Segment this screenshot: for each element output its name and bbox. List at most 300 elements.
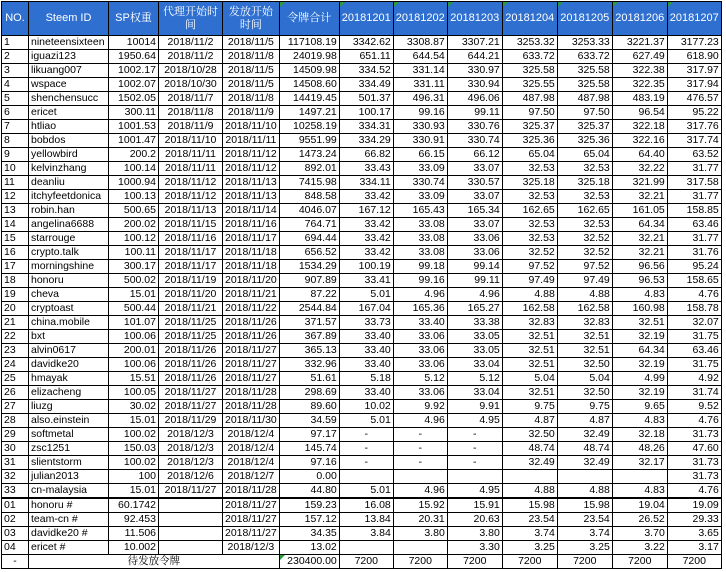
cell-daily-tokens: -	[447, 456, 502, 470]
cell-daily-tokens: 165.34	[447, 204, 502, 218]
cell-no: 27	[2, 400, 29, 414]
cell-daily-tokens: 26.52	[612, 513, 667, 527]
table-row	[2, 456, 722, 470]
cell-daily-tokens: 330.74	[393, 176, 447, 190]
cell-steem-id: iguazi123	[29, 50, 109, 64]
cell-no: 31	[2, 456, 29, 470]
col-header-date: 20181202	[393, 2, 447, 36]
cell-token-total: 848.58	[279, 190, 339, 204]
cell-token-total: 117108.19	[279, 36, 339, 50]
cell-steem-id: softmetal	[29, 428, 109, 442]
table-row	[2, 204, 722, 218]
cell-daily-tokens	[502, 470, 557, 484]
cell-daily-tokens: -	[447, 428, 502, 442]
cell-steem-id: crypto.talk	[29, 246, 109, 260]
table-row	[2, 372, 722, 386]
cell-no: 25	[2, 372, 29, 386]
cell-daily-tokens: 325.58	[502, 64, 557, 78]
cell-delegation-start: 2018/11/17	[159, 246, 223, 260]
table-row	[2, 78, 722, 92]
cell-delegation-start: 2018/11/8	[159, 106, 223, 120]
cell-daily-tokens: 32.53	[502, 162, 557, 176]
cell-daily-tokens	[339, 541, 393, 555]
cell-payout-start: 2018/11/12	[223, 148, 280, 162]
cell-daily-tokens: 627.49	[612, 50, 667, 64]
cell-daily-tokens: -	[339, 428, 393, 442]
cell-delegation-start	[159, 498, 223, 513]
cell-payout-start: 2018/11/26	[223, 316, 280, 330]
cell-sp-weight: 1950.64	[109, 50, 159, 64]
cell-daily-tokens: 31.76	[667, 246, 721, 260]
cell-sp-weight: 10.002	[109, 541, 159, 555]
cell-delegation-start: 2018/12/3	[159, 456, 223, 470]
cell-daily-tokens: 9.65	[612, 400, 667, 414]
cell-daily-tokens: 325.36	[557, 134, 612, 148]
cell-sp-weight: 300.17	[109, 260, 159, 274]
cell-payout-start: 2018/12/4	[223, 442, 280, 456]
cell-daily-tokens: 32.51	[612, 316, 667, 330]
cell-daily-tokens: 4.83	[612, 484, 667, 499]
cell-delegation-start: 2018/11/15	[159, 218, 223, 232]
cell-token-total: 145.74	[279, 442, 339, 456]
table-row	[2, 428, 722, 442]
cell-token-total: 14419.45	[279, 92, 339, 106]
cell-daily-tokens: 33.40	[339, 358, 393, 372]
cell-daily-tokens: 99.11	[447, 274, 502, 288]
cell-daily-tokens: 33.06	[393, 330, 447, 344]
table-row	[2, 484, 722, 499]
cell-daily-tokens: 32.52	[557, 246, 612, 260]
cell-daily-tokens: 4.96	[447, 288, 502, 302]
cell-payout-start: 2018/11/27	[223, 358, 280, 372]
cell-sp-weight: 100.11	[109, 246, 159, 260]
cell-daily-tokens: 33.08	[393, 232, 447, 246]
cell-daily-tokens: 95.22	[667, 106, 721, 120]
cell-sp-weight: 15.51	[109, 372, 159, 386]
cell-payout-start: 2018/11/13	[223, 190, 280, 204]
cell-daily-tokens: 496.31	[393, 92, 447, 106]
cell-daily-tokens: 317.94	[667, 78, 721, 92]
cell-daily-tokens: 9.75	[502, 400, 557, 414]
token-distribution-table	[1, 1, 722, 569]
cell-sp-weight: 500.02	[109, 274, 159, 288]
footer-row	[2, 555, 722, 569]
cell-delegation-start: 2018/11/10	[159, 134, 223, 148]
cell-daily-tokens: 33.08	[393, 218, 447, 232]
cell-daily-tokens: 3.65	[667, 527, 721, 541]
cell-token-total: 371.57	[279, 316, 339, 330]
cell-daily-tokens: 97.52	[557, 260, 612, 274]
col-header-date: 20181205	[557, 2, 612, 36]
cell-daily-tokens: 330.91	[393, 134, 447, 148]
cell-daily-tokens: 3.80	[393, 527, 447, 541]
cell-daily-tokens: -	[447, 442, 502, 456]
cell-delegation-start: 2018/11/26	[159, 372, 223, 386]
cell-no: 15	[2, 232, 29, 246]
table-row	[2, 541, 722, 555]
cell-daily-tokens: 15.92	[393, 498, 447, 513]
cell-daily-tokens: 33.40	[339, 344, 393, 358]
cell-daily-tokens: 9.52	[667, 400, 721, 414]
cell-daily-tokens: 33.05	[447, 344, 502, 358]
cell-daily-tokens: -	[393, 442, 447, 456]
cell-daily-tokens: 33.06	[393, 386, 447, 400]
cell-daily-tokens: 330.57	[447, 176, 502, 190]
cell-delegation-start: 2018/11/27	[159, 386, 223, 400]
cell-sp-weight: 100.14	[109, 162, 159, 176]
cell-daily-tokens: 32.53	[557, 162, 612, 176]
cell-token-total: 34.59	[279, 414, 339, 428]
cell-daily-tokens: 618.90	[667, 50, 721, 64]
cell-payout-start: 2018/11/27	[223, 527, 280, 541]
cell-daily-tokens: 4.88	[502, 288, 557, 302]
cell-daily-tokens: 633.72	[502, 50, 557, 64]
cell-daily-tokens: 158.65	[667, 274, 721, 288]
cell-no: 9	[2, 148, 29, 162]
cell-delegation-start: 2018/11/12	[159, 190, 223, 204]
cell-steem-id: liuzg	[29, 400, 109, 414]
cell-token-total: 14509.98	[279, 64, 339, 78]
cell-delegation-start	[159, 513, 223, 527]
cell-daily-tokens: 4.87	[502, 414, 557, 428]
cell-daily-tokens: 32.53	[502, 232, 557, 246]
cell-daily-tokens: 476.57	[667, 92, 721, 106]
cell-no: 10	[2, 162, 29, 176]
cell-daily-tokens: 32.07	[667, 316, 721, 330]
cell-daily-tokens: 5.04	[502, 372, 557, 386]
cell-daily-tokens: 64.34	[612, 218, 667, 232]
cell-daily-tokens: 32.52	[502, 246, 557, 260]
cell-daily-tokens: 165.36	[393, 302, 447, 316]
cell-token-total: 1534.29	[279, 260, 339, 274]
cell-daily-tokens	[339, 470, 393, 484]
cell-payout-start: 2018/11/5	[223, 78, 280, 92]
col-header-date: 20181204	[502, 2, 557, 36]
cell-token-total: 365.13	[279, 344, 339, 358]
footer-no: -	[2, 555, 29, 569]
cell-daily-tokens: 33.42	[339, 232, 393, 246]
cell-payout-start: 2018/11/18	[223, 246, 280, 260]
cell-payout-start: 2018/11/20	[223, 274, 280, 288]
cell-daily-tokens: 5.04	[557, 372, 612, 386]
cell-daily-tokens: 96.53	[612, 274, 667, 288]
cell-daily-tokens: 3.22	[612, 541, 667, 555]
cell-no: 03	[2, 527, 29, 541]
cell-token-total: 764.71	[279, 218, 339, 232]
cell-daily-tokens: 5.01	[339, 484, 393, 499]
cell-no: 24	[2, 358, 29, 372]
cell-daily-tokens: 100.19	[339, 260, 393, 274]
cell-daily-tokens: 5.12	[393, 372, 447, 386]
cell-sp-weight: 15.01	[109, 288, 159, 302]
cell-no: 12	[2, 190, 29, 204]
cell-daily-tokens: 63.46	[667, 344, 721, 358]
cell-daily-tokens: 487.98	[502, 92, 557, 106]
cell-daily-tokens: 96.54	[612, 106, 667, 120]
cell-daily-tokens: 4.76	[667, 414, 721, 428]
cell-daily-tokens: 317.58	[667, 176, 721, 190]
cell-payout-start: 2018/11/8	[223, 92, 280, 106]
cell-daily-tokens: 325.37	[557, 120, 612, 134]
cell-daily-tokens: 10.02	[339, 400, 393, 414]
cell-payout-start: 2018/11/27	[223, 344, 280, 358]
cell-daily-tokens: 33.04	[447, 358, 502, 372]
table-row	[2, 148, 722, 162]
cell-daily-tokens: 4.88	[557, 484, 612, 499]
cell-daily-tokens: 63.46	[667, 218, 721, 232]
cell-delegation-start: 2018/11/2	[159, 50, 223, 64]
cell-daily-tokens: 161.05	[612, 204, 667, 218]
cell-daily-tokens: 325.55	[502, 78, 557, 92]
col-header-token-total: 令牌合计	[279, 2, 339, 36]
cell-daily-tokens: 644.54	[393, 50, 447, 64]
cell-daily-tokens: 95.24	[667, 260, 721, 274]
cell-delegation-start: 2018/12/3	[159, 428, 223, 442]
cell-delegation-start: 2018/11/9	[159, 120, 223, 134]
table-row	[2, 260, 722, 274]
cell-daily-tokens: 4.96	[393, 414, 447, 428]
cell-daily-tokens: 4.92	[667, 372, 721, 386]
cell-daily-tokens: 496.06	[447, 92, 502, 106]
cell-daily-tokens: 97.49	[502, 274, 557, 288]
cell-daily-tokens: 33.42	[339, 218, 393, 232]
cell-daily-tokens: 334.52	[339, 64, 393, 78]
cell-daily-tokens: 32.51	[502, 386, 557, 400]
cell-delegation-start: 2018/11/11	[159, 148, 223, 162]
cell-steem-id: cryptoast	[29, 302, 109, 316]
cell-sp-weight: 1502.05	[109, 92, 159, 106]
cell-daily-tokens: 321.99	[612, 176, 667, 190]
cell-daily-tokens: 13.84	[339, 513, 393, 527]
cell-daily-tokens: 32.53	[502, 190, 557, 204]
table-row	[2, 134, 722, 148]
cell-steem-id: team-cn #	[29, 513, 109, 527]
cell-payout-start: 2018/11/18	[223, 260, 280, 274]
cell-daily-tokens: 4.83	[612, 414, 667, 428]
cell-payout-start: 2018/11/9	[223, 106, 280, 120]
cell-delegation-start: 2018/11/26	[159, 344, 223, 358]
cell-daily-tokens: 65.04	[502, 148, 557, 162]
cell-daily-tokens: 4.87	[557, 414, 612, 428]
cell-steem-id: elizacheng	[29, 386, 109, 400]
cell-delegation-start: 2018/10/28	[159, 64, 223, 78]
cell-sp-weight: 1002.07	[109, 78, 159, 92]
cell-steem-id: wspace	[29, 78, 109, 92]
cell-daily-tokens: 96.56	[612, 260, 667, 274]
cell-daily-tokens: 48.74	[502, 442, 557, 456]
cell-payout-start: 2018/11/17	[223, 232, 280, 246]
cell-no: 13	[2, 204, 29, 218]
cell-daily-tokens: 3.74	[502, 527, 557, 541]
cell-daily-tokens: 330.74	[447, 134, 502, 148]
cell-daily-tokens: 3.80	[447, 527, 502, 541]
cell-token-total: 13.02	[279, 541, 339, 555]
cell-steem-id: robin.han	[29, 204, 109, 218]
cell-daily-tokens: 33.07	[447, 190, 502, 204]
cell-payout-start: 2018/12/4	[223, 428, 280, 442]
cell-delegation-start: 2018/11/7	[159, 92, 223, 106]
cell-payout-start: 2018/11/8	[223, 50, 280, 64]
cell-daily-tokens: 5.18	[339, 372, 393, 386]
cell-token-total: 97.16	[279, 456, 339, 470]
cell-daily-tokens: 9.91	[447, 400, 502, 414]
cell-daily-tokens: 97.49	[557, 274, 612, 288]
cell-token-total: 14508.60	[279, 78, 339, 92]
cell-daily-tokens: 32.19	[612, 330, 667, 344]
cell-token-total: 159.23	[279, 498, 339, 513]
table-row	[2, 330, 722, 344]
header-row	[2, 2, 722, 36]
table-row	[2, 302, 722, 316]
cell-daily-tokens: 4.99	[612, 372, 667, 386]
cell-no: 02	[2, 513, 29, 527]
table-row	[2, 358, 722, 372]
cell-daily-tokens: 3307.21	[447, 36, 502, 50]
cell-daily-tokens: 330.94	[447, 78, 502, 92]
cell-daily-tokens: 322.18	[612, 120, 667, 134]
cell-daily-tokens: 32.51	[502, 358, 557, 372]
cell-delegation-start: 2018/12/6	[159, 470, 223, 484]
cell-daily-tokens: 5.01	[339, 414, 393, 428]
cell-steem-id: itchyfeetdonica	[29, 190, 109, 204]
cell-daily-tokens: 32.21	[612, 246, 667, 260]
cell-no: 21	[2, 316, 29, 330]
cell-daily-tokens: 33.06	[447, 232, 502, 246]
table-row	[2, 36, 722, 50]
cell-sp-weight: 100.12	[109, 232, 159, 246]
cell-daily-tokens	[447, 470, 502, 484]
cell-token-total: 367.89	[279, 330, 339, 344]
cell-daily-tokens: 3177.23	[667, 36, 721, 50]
cell-daily-tokens: 31.77	[667, 232, 721, 246]
cell-daily-tokens: 334.29	[339, 134, 393, 148]
cell-daily-tokens: 33.42	[339, 246, 393, 260]
cell-daily-tokens: 33.09	[393, 162, 447, 176]
cell-daily-tokens: 33.05	[447, 330, 502, 344]
cell-steem-id: htliao	[29, 120, 109, 134]
cell-token-total: 10258.19	[279, 120, 339, 134]
cell-daily-tokens: 334.11	[339, 176, 393, 190]
cell-token-total: 44.80	[279, 484, 339, 499]
cell-daily-tokens: 4.95	[447, 414, 502, 428]
cell-daily-tokens: 33.40	[393, 316, 447, 330]
cell-sp-weight: 11.506	[109, 527, 159, 541]
cell-steem-id: starrouge	[29, 232, 109, 246]
cell-sp-weight: 200.2	[109, 148, 159, 162]
cell-daily-tokens: 33.73	[339, 316, 393, 330]
cell-steem-id: cheva	[29, 288, 109, 302]
cell-token-total: 51.61	[279, 372, 339, 386]
cell-sp-weight: 100.13	[109, 190, 159, 204]
cell-daily-tokens: 19.04	[612, 498, 667, 513]
cell-delegation-start: 2018/11/25	[159, 330, 223, 344]
cell-daily-tokens: 4.88	[502, 484, 557, 499]
cell-token-total: 656.52	[279, 246, 339, 260]
cell-daily-tokens: 64.40	[612, 148, 667, 162]
table-row	[2, 218, 722, 232]
cell-token-total: 0.00	[279, 470, 339, 484]
table-row	[2, 470, 722, 484]
cell-daily-tokens: 63.52	[667, 148, 721, 162]
cell-payout-start: 2018/11/30	[223, 414, 280, 428]
cell-delegation-start: 2018/10/30	[159, 78, 223, 92]
cell-token-total: 7415.98	[279, 176, 339, 190]
cell-steem-id: bobdos	[29, 134, 109, 148]
table-row	[2, 190, 722, 204]
cell-daily-tokens: 3308.87	[393, 36, 447, 50]
col-header-no: NO.	[2, 2, 29, 36]
cell-steem-id: davidke20	[29, 358, 109, 372]
cell-delegation-start: 2018/11/27	[159, 400, 223, 414]
cell-steem-id: yellowbird	[29, 148, 109, 162]
cell-daily-tokens: 325.18	[502, 176, 557, 190]
cell-daily-tokens: 33.07	[447, 162, 502, 176]
cell-token-total: 907.89	[279, 274, 339, 288]
cell-daily-tokens: 4.76	[667, 484, 721, 499]
cell-no: 2	[2, 50, 29, 64]
col-header-date: 20181207	[667, 2, 721, 36]
cell-daily-tokens: 3342.62	[339, 36, 393, 50]
cell-delegation-start: 2018/11/26	[159, 358, 223, 372]
cell-token-total: 9551.99	[279, 134, 339, 148]
cell-daily-tokens: 31.77	[667, 162, 721, 176]
footer-total: 230400.00	[279, 555, 339, 569]
table-row	[2, 64, 722, 78]
cell-payout-start: 2018/12/4	[223, 456, 280, 470]
cell-daily-tokens: 33.07	[447, 218, 502, 232]
cell-delegation-start: 2018/11/16	[159, 232, 223, 246]
cell-sp-weight: 300.11	[109, 106, 159, 120]
cell-steem-id: deanliu	[29, 176, 109, 190]
cell-token-total: 157.12	[279, 513, 339, 527]
col-header-sp-weight: SP权重	[109, 2, 159, 36]
cell-steem-id: likuang007	[29, 64, 109, 78]
cell-delegation-start: 2018/11/20	[159, 288, 223, 302]
cell-daily-tokens: 15.91	[447, 498, 502, 513]
cell-sp-weight: 1001.47	[109, 134, 159, 148]
cell-daily-tokens: 15.98	[557, 498, 612, 513]
cell-payout-start: 2018/12/7	[223, 470, 280, 484]
cell-daily-tokens: 31.73	[667, 456, 721, 470]
cell-daily-tokens: 31.73	[667, 470, 721, 484]
cell-daily-tokens: 487.98	[557, 92, 612, 106]
cell-delegation-start: 2018/11/12	[159, 176, 223, 190]
footer-daily-tokens: 7200	[612, 555, 667, 569]
cell-daily-tokens: 31.75	[667, 358, 721, 372]
cell-daily-tokens: 330.93	[393, 120, 447, 134]
cell-delegation-start: 2018/11/2	[159, 36, 223, 50]
table-row	[2, 400, 722, 414]
cell-steem-id: also.einstein	[29, 414, 109, 428]
cell-daily-tokens: 100.17	[339, 106, 393, 120]
cell-daily-tokens: 33.41	[339, 274, 393, 288]
cell-sp-weight: 200.02	[109, 218, 159, 232]
footer-daily-tokens: 7200	[447, 555, 502, 569]
cell-daily-tokens: 33.08	[393, 246, 447, 260]
cell-steem-id: bxt	[29, 330, 109, 344]
cell-sp-weight: 1001.53	[109, 120, 159, 134]
cell-payout-start: 2018/12/3	[223, 541, 280, 555]
footer-daily-tokens: 7200	[667, 555, 721, 569]
cell-delegation-start: 2018/11/21	[159, 302, 223, 316]
table-row	[2, 274, 722, 288]
cell-daily-tokens: 47.60	[667, 442, 721, 456]
cell-daily-tokens: 99.18	[393, 260, 447, 274]
cell-daily-tokens: 66.12	[447, 148, 502, 162]
table-row	[2, 106, 722, 120]
cell-daily-tokens: 330.76	[447, 120, 502, 134]
cell-no: 11	[2, 176, 29, 190]
